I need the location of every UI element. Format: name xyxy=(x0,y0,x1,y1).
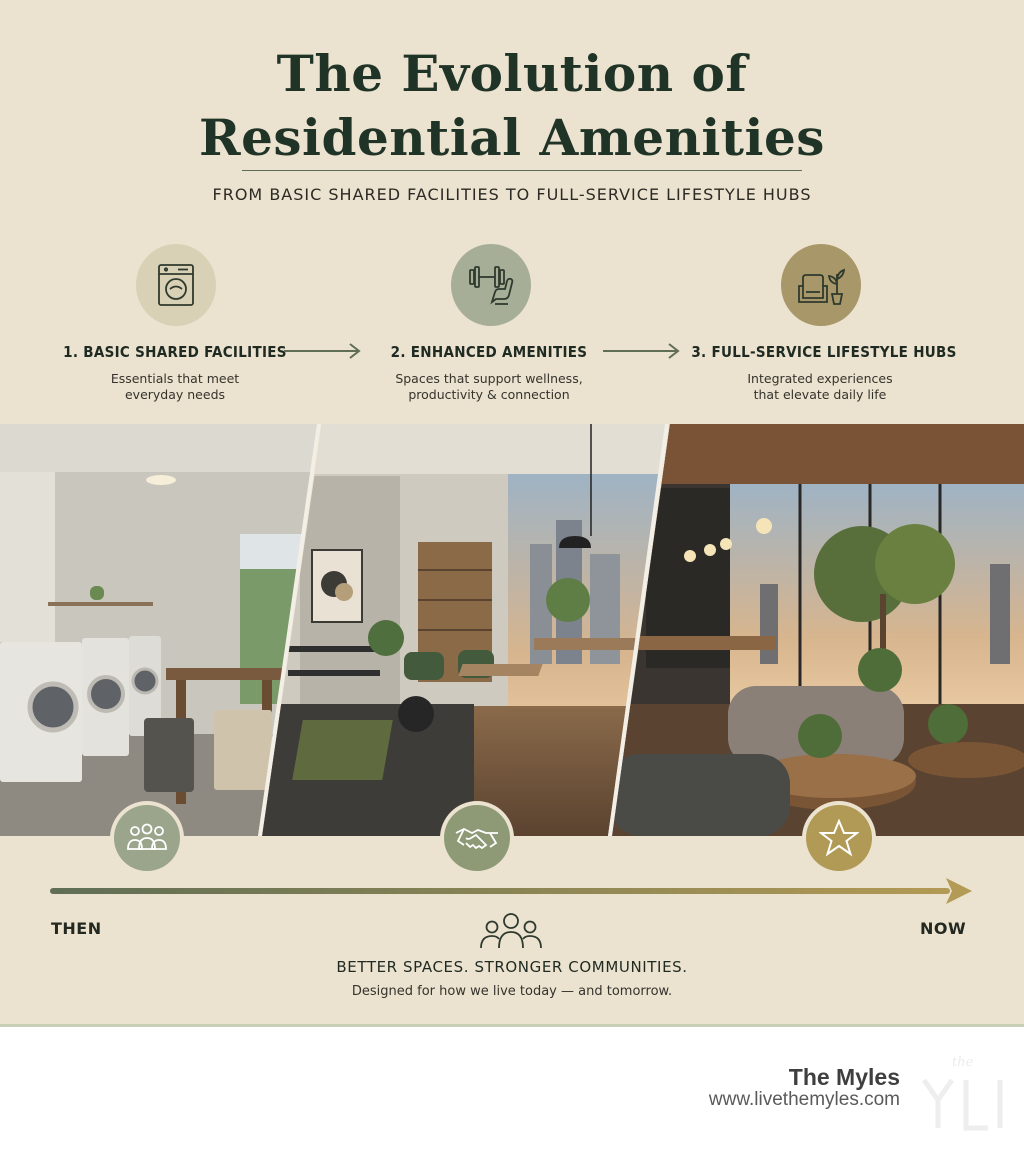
logo-text: the xyxy=(952,1055,974,1070)
stage-1-title: 1. BASIC SHARED FACILITIES xyxy=(63,343,287,361)
timeline-arrow xyxy=(48,876,976,906)
brand-url[interactable]: www.livethemyles.com xyxy=(708,1089,900,1110)
page-title xyxy=(0,42,1024,170)
washing-machine-icon xyxy=(136,244,216,326)
title-line-1: The Evolution of xyxy=(276,44,748,103)
stage-3-desc-line-1: Integrated experiences xyxy=(747,371,893,386)
fitness-cowork-photo xyxy=(260,424,670,836)
page-subtitle: FROM BASIC SHARED FACILITIES TO FULL-SERVICE LIFESTYLE HUBS xyxy=(212,185,812,204)
lifestyle-lounge-photo xyxy=(610,424,1024,836)
timeline-end-label: NOW xyxy=(920,919,967,938)
footer-tagline: BETTER SPACES. STRONGER COMMUNITIES. xyxy=(336,958,688,976)
footer-tagline-sub: Designed for how we live today — and tomorrow. xyxy=(351,984,673,999)
stage-1-description xyxy=(25,371,325,403)
armchair-plant-icon xyxy=(781,244,861,326)
stage-1-desc-line-2: everyday needs xyxy=(124,387,226,402)
stage-2-description xyxy=(339,371,639,403)
stage-3-description xyxy=(670,371,970,403)
dumbbell-chair-icon xyxy=(451,244,531,326)
stage-2-title: 2. ENHANCED AMENITIES xyxy=(390,343,588,361)
timeline-start-label: THEN xyxy=(51,919,102,938)
stage-1-desc-line-1: Essentials that meet xyxy=(110,371,240,386)
title-line-2: Residential Amenities xyxy=(199,108,825,167)
title-divider xyxy=(242,170,802,171)
stage-3-desc-line-2: that elevate daily life xyxy=(753,387,887,402)
arrow-right-icon xyxy=(603,343,681,359)
people-group-icon xyxy=(114,805,180,871)
brand-logo-watermark xyxy=(922,1050,1012,1140)
brand-name: The Myles xyxy=(788,1064,900,1090)
community-people-icon xyxy=(478,912,544,950)
stage-3-title: 3. FULL-SERVICE LIFESTYLE HUBS xyxy=(691,343,957,361)
stage-2-desc-line-2: productivity & connection xyxy=(408,387,570,402)
handshake-icon xyxy=(444,805,510,871)
amenity-photo-collage xyxy=(0,424,1024,836)
stage-2-desc-line-1: Spaces that support wellness, xyxy=(395,371,583,386)
star-icon xyxy=(806,805,872,871)
footer-divider xyxy=(0,1024,1024,1027)
